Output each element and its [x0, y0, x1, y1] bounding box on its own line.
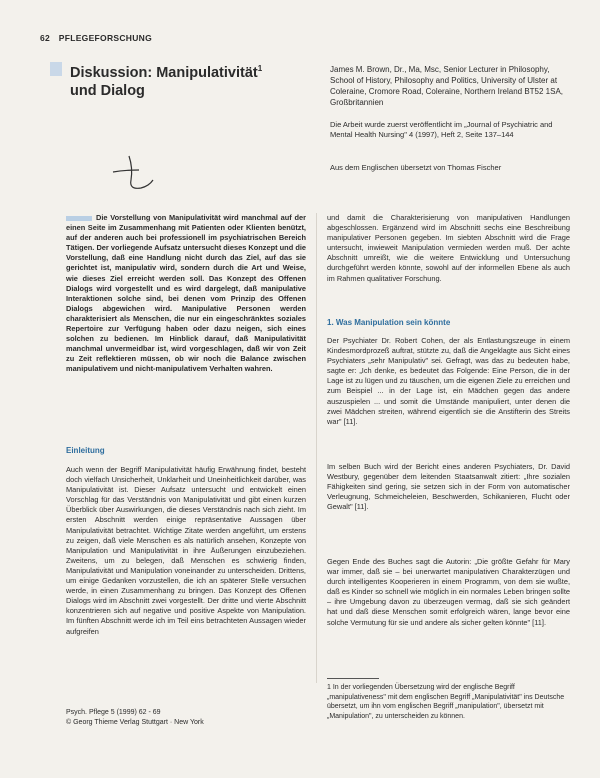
section1-heading: 1. Was Manipulation sein könnte [327, 318, 451, 327]
section3-paragraph: Gegen Ende des Buches sagt die Autorin: „Die größte Gefahr für Mary war immer, daß sie – bei unerwartet manipulativen Charakterzügen und durch intelligentes Kooperieren in einem Programm, von dem sie wußte, daß es Kinder so schnell wie möglich in ein normales Leben bringen sollte – ihre Umgebung davon zu überzeugen vermag, daß sie sich geändert hat und daß diese Menschen somit erfolgreich wären, lange bevor eine solche Vermutung für sie und andere als sicher gelten könnte" [11]. [327, 557, 570, 627]
intro-text [66, 465, 306, 644]
article-title [70, 60, 280, 100]
title-marker [50, 62, 62, 76]
citation-line-2: © Georg Thieme Verlag Stuttgart · New York [66, 718, 204, 726]
footnote-rule [327, 678, 379, 679]
section1-text [327, 336, 570, 434]
abstract [66, 213, 306, 375]
section2-text [327, 462, 570, 519]
title-line-2: und Dialog [70, 82, 145, 99]
right-column-top [327, 213, 570, 291]
journal-citation [66, 708, 306, 727]
intro-paragraph: Auch wenn der Begriff Manipulativität häufig Erwähnung findet, besteht doch vielfach Unsicherheit, Unklarheit und Uneinheitlichkeit darüber, was Manipulativität ist. Dieser Aufsatz untersucht und entwickelt einen Vorschlag für das Verständnis von Manipulativität und gibt einen kurzen Überblick über Auswirkungen, die dieses Verständnis nach sich zieht. Im ersten Abschnitt werden einige repräsentative Aussagen über Manipulativität betrachtet. Wichtige Zitate werden angeführt, um erstens zu zeigen, daß viele Menschen es als natürlich ansehen, Konzepte von Manipulation und Manipulativität in ihre Äußerungen einzubeziehen. Zweitens, um zu belegen, daß Menschen es schwierig finden, Manipulativität und Manipulation voneinander zu unterscheiden. Drittens, um einige Gedanken vorzustellen, die ich an späterer Stelle versuchen werde, in einen Zusammenhang zu bringen. Das Konzept des Offenen Dialogs wird im Abschnitt zwei vorgestellt. Der dritte und vierte Abschnitt konzentrieren sich auf negative und positive Aspekte von Manipulation. Im fünften Abschnitt werde ich im Teil eins betrachteten Aussagen wieder aufgreifen [66, 465, 306, 636]
page-number: 62 [40, 33, 51, 43]
running-header [40, 33, 152, 43]
column-divider [316, 213, 317, 683]
title-line-1: Diskussion: Manipulativität [70, 64, 258, 81]
citation-line-1: Psych. Pflege 5 (1999) 62 - 69 [66, 709, 161, 716]
section3-text [327, 557, 570, 635]
publication-note: Die Arbeit wurde zuerst veröffentlicht im „Journal of Psychiatric and Mental Health Nursing" 4 (1997), Heft 2, Seite 137–144 [330, 120, 553, 139]
footnote: 1 In der vorliegenden Übersetzung wird der englische Begriff „manipulativeness" mit dem englischen Begriff „Manipulativität" ins Deutsche übersetzt, um ihn vom englischen Begriff „manipulation", übersetzt mit „Manipulation", zu unterscheiden zu können. [327, 684, 565, 720]
title-footnote-ref: 1 [257, 64, 263, 73]
abstract-marker [66, 216, 92, 221]
handwritten-mark [105, 150, 165, 195]
right-top-paragraph: und damit die Charakterisierung von manipulativen Handlungen abgeschlossen. Ergänzend wird im Abschnitt sechs eine Beschreibung manipulativer Personen gegeben. Im siebten Abschnitt wird die Frage untersucht, inwieweit Manipulation vermieden werden muß. Der achte Abschnitt umreißt, wie die weitere Entwicklung und Untersuchung durchgeführt werden könnte, sowohl auf der informellen Ebene als auch im Rahmen qualitativer Forschung. [327, 213, 570, 283]
intro-heading: Einleitung [66, 446, 105, 455]
section-label: PFLEGEFORSCHUNG [58, 33, 153, 43]
section1-paragraph: Der Psychiater Dr. Robert Cohen, der als Entlastungszeuge in einem Kindesmordprozeß auftrat, stützte zu, daß die Angeklagte aus Sicht eines Psychiaters „sehr Manipulativ" sei. Gefragt, was das zu bedeuten habe, sagte er: „Ich denke, es bedeutet das Folgende: Eine Person, die in der Lage ist zu lügen und zu täuschen, um die eigenen Ziele zu erreichen und zum Beispiel ... in der Lage ist, ein Mädchen gegen das andere auszuspielen ... und somit die Umstände manipuliert, unter denen die zwei Mädchen streiten, während eigentlich sie die Anstifterin des Streits war" [11]. [327, 336, 570, 426]
translator-note: Aus dem Englischen übersetzt von Thomas Fischer [330, 163, 502, 172]
section2-paragraph: Im selben Buch wird der Bericht eines anderen Psychiaters, Dr. David Westbury, gegenüber dem leitenden Staatsanwalt zitiert: „Ihre sozialen Fähigkeiten sind gering, sie setzen sich in der Form von automatischer Verleugnung, Schmeicheleien, Beschwerden, Schikanieren, Flucht oder Gewalt" [11]. [327, 462, 570, 512]
author-affiliation: James M. Brown, Dr., Ma, Msc, Senior Lecturer in Philosophy, School of History, Philosophy and Politics, University of Ulster at Coleraine, Cromore Road, Coleraine, Northern Ireland BT52 1SA, Großbritannien [330, 65, 564, 107]
abstract-text: Die Vorstellung von Manipulativität wird manchmal auf der einen Seite im Zusammenhang mit Patienten oder Klienten benützt, auf der anderen auch bei professionell im psychiatrischen Bereich Tätigen. Der vorliegende Aufsatz untersucht dieses Konzept und die Vorstellung, daß eine Handlung nicht durch das Ziel, auf das sie gerichtet ist, manipulativ wird, sondern durch die Art und Weise, wie dieses Ziel erreicht werden soll. Das Konzept des Offenen Dialogs wird vorgestellt und es wird dargelegt, daß manipulative Interaktionen solche sind, bei denen vom Prinzip des Offenen Dialogs abgewichen wird. Manipulative Personen werden charakterisiert als Menschen, die nur ein eingeschränktes soziales Repertoire zur Verfügung haben oder dazu neigen, sich eines solchen zu bedienen. Im Hinblick darauf, daß Manipulativität manchmal unvermeidbar ist, wird vorgeschlagen, daß wir von Zeit zu Zeit reflektieren müssen, ob wir noch die Balance zwischen manipulativem und nicht-manipulativem Verhalten wahren. [66, 213, 306, 374]
